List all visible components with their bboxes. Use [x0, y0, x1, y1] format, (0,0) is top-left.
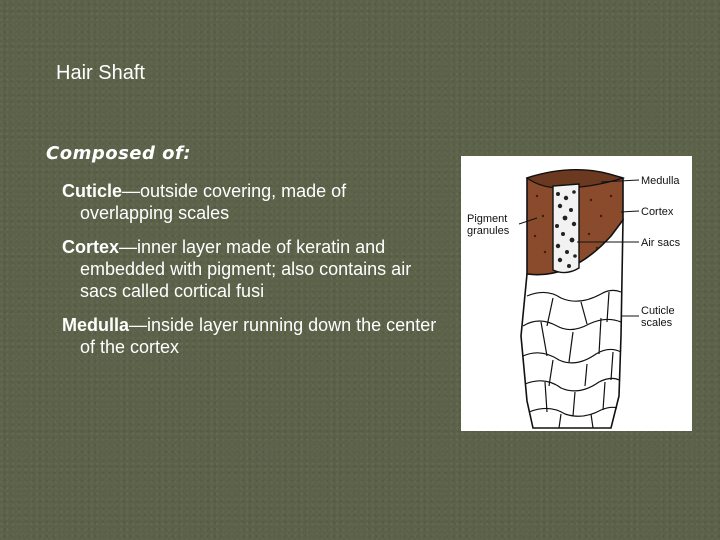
bullet-text: —outside covering, made of overlapping scales	[80, 181, 347, 223]
bullet-term: Cuticle	[62, 181, 123, 201]
label-medulla: Medulla	[641, 175, 680, 187]
label-cortex: Cortex	[641, 206, 674, 218]
slide-title: Hair Shaft	[56, 62, 145, 84]
bullet-text: —inner layer made of keratin and embedded with pigment; also contains air sacs called cortical fusi	[80, 237, 412, 301]
hair-shaft-figure	[461, 156, 692, 431]
bullet-medulla	[62, 314, 442, 358]
slide-subtitle: Composed of:	[46, 143, 192, 164]
label-scales: scales	[641, 317, 673, 329]
label-cuticle: Cuticle	[641, 305, 675, 317]
label-granules: granules	[467, 225, 510, 237]
bullet-term: Medulla	[62, 315, 130, 335]
bullet-term: Cortex	[62, 237, 120, 257]
bullet-text: —inside layer running down the center of the cortex	[80, 315, 437, 357]
bullet-list	[62, 180, 442, 370]
hair-shaft-diagram	[461, 156, 692, 431]
label-pigment: Pigment	[467, 213, 508, 225]
bullet-cortex	[62, 236, 442, 302]
label-air-sacs: Air sacs	[641, 237, 681, 249]
bullet-cuticle	[62, 180, 442, 224]
